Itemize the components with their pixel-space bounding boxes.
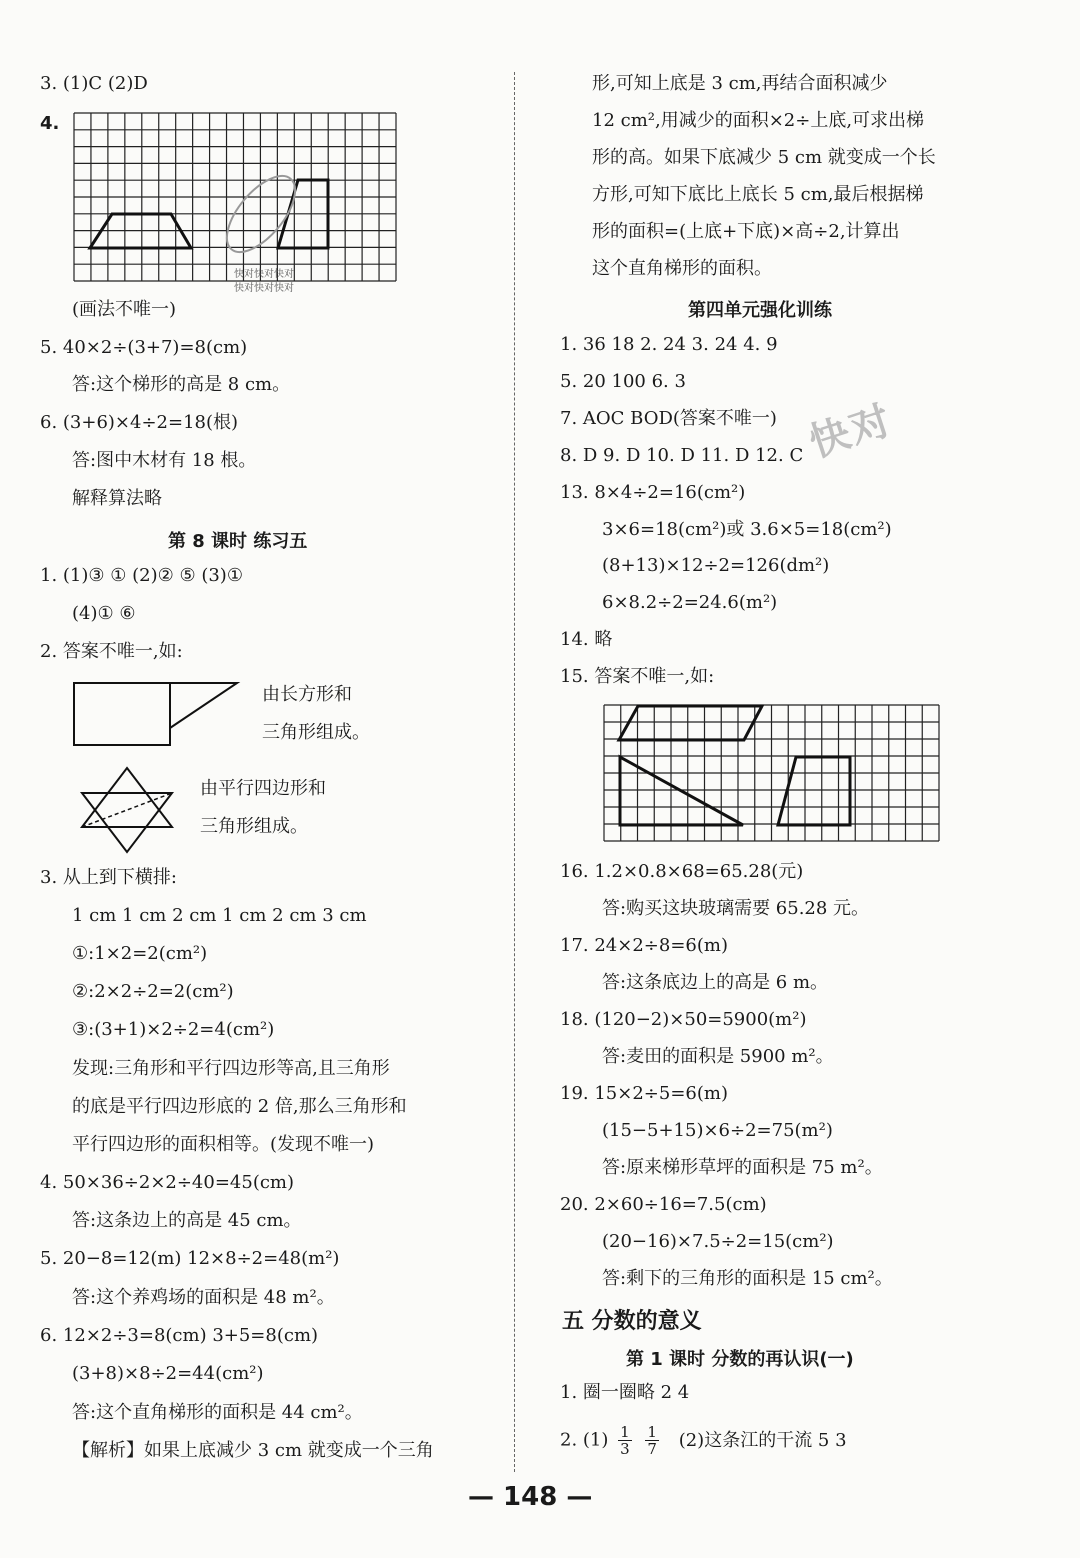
lesson-1-answer-1: 1. 圈一圈略 2 4 bbox=[560, 1382, 690, 1403]
answer-6: 6. (3+6)×4÷2=18(根) bbox=[40, 412, 239, 433]
answer-19-calc: (15−5+15)×6÷2=75(m²) bbox=[602, 1120, 833, 1141]
star-figure bbox=[72, 765, 182, 855]
analysis-line: 形的高。如果下底减少 5 cm 就变成一个长 bbox=[592, 147, 936, 168]
fraction-one-third bbox=[618, 1424, 632, 1457]
answer-5: 5. 40×2÷(3+7)=8(cm) bbox=[40, 337, 248, 358]
exercise-6-calc: (3+8)×8÷2=44(cm²) bbox=[72, 1363, 264, 1384]
answer-18: 18. (120−2)×50=5900(m²) bbox=[560, 1009, 807, 1030]
rect-triangle-figure bbox=[72, 680, 242, 750]
fraction-denominator: 3 bbox=[620, 1440, 630, 1458]
page-number: — 148 — bbox=[468, 1482, 593, 1512]
answer-20: 20. 2×60÷16=7.5(cm) bbox=[560, 1194, 767, 1215]
watermark-text: 快对快对快对 bbox=[234, 283, 294, 294]
fraction-numerator: 1 bbox=[620, 1423, 630, 1441]
answers-1-4: 1. 36 18 2. 24 3. 24 4. 9 bbox=[560, 334, 778, 355]
parallelogram-shape bbox=[619, 706, 762, 740]
answer-13-calc: 6×8.2÷2=24.6(m²) bbox=[602, 592, 778, 613]
grid-figure-15 bbox=[603, 704, 941, 844]
answer-17: 17. 24×2÷8=6(m) bbox=[560, 935, 728, 956]
watermark-text: 快对快对快对 bbox=[234, 269, 294, 280]
answer-19: 19. 15×2÷5=6(m) bbox=[560, 1083, 728, 1104]
figure-caption: 由长方形和 bbox=[262, 684, 352, 705]
analysis-line: 形,可知上底是 3 cm,再结合面积减少 bbox=[592, 73, 888, 94]
exercise-5-reply: 答:这个养鸡场的面积是 48 m²。 bbox=[72, 1287, 335, 1308]
analysis-line: 12 cm²,用减少的面积×2÷上底,可求出梯 bbox=[592, 110, 925, 131]
exercise-3-calc2: ②:2×2÷2=2(cm²) bbox=[72, 981, 234, 1002]
answer-4-label: 4. bbox=[40, 113, 60, 134]
exercise-3-finding: 平行四边形的面积相等。(发现不唯一) bbox=[72, 1134, 375, 1155]
answer-19-reply: 答:原来梯形草坪的面积是 75 m²。 bbox=[602, 1157, 883, 1178]
lesson-1-answer-2 bbox=[560, 1424, 847, 1460]
analysis-line: 这个直角梯形的面积。 bbox=[592, 258, 772, 279]
unit-4-heading: 第四单元强化训练 bbox=[688, 300, 832, 321]
exercise-6-reply: 答:这个直角梯形的面积是 44 cm²。 bbox=[72, 1402, 363, 1423]
right-triangle-shape bbox=[620, 757, 743, 825]
answer-6-note: 解释算法略 bbox=[72, 488, 162, 509]
exercise-2: 2. 答案不唯一,如: bbox=[40, 641, 183, 662]
column-divider bbox=[514, 72, 515, 1472]
figure-caption: 三角形组成。 bbox=[262, 722, 370, 743]
answers-8-12: 8. D 9. D 10. D 11. D 12. C bbox=[560, 445, 804, 466]
answer-18-reply: 答:麦田的面积是 5900 m²。 bbox=[602, 1046, 834, 1067]
answer-14: 14. 略 bbox=[560, 629, 613, 650]
lesson-8-heading: 第 8 课时 练习五 bbox=[168, 531, 308, 552]
exercise-1: 1. (1)③ ① (2)② ⑤ (3)① bbox=[40, 565, 243, 586]
analysis-line: 方形,可知下底比上底长 5 cm,最后根据梯 bbox=[592, 184, 924, 205]
answer-20-reply: 答:剩下的三角形的面积是 15 cm²。 bbox=[602, 1268, 893, 1289]
chapter-5-heading: 五 分数的意义 bbox=[562, 1309, 702, 1334]
exercise-5: 5. 20−8=12(m) 12×8÷2=48(m²) bbox=[40, 1248, 340, 1269]
figure-caption: 由平行四边形和 bbox=[200, 778, 326, 799]
answer-3: 3. (1)C (2)D bbox=[40, 73, 148, 94]
answer-7: 7. AOC BOD(答案不唯一) bbox=[560, 408, 777, 429]
fraction-one-seventh bbox=[645, 1424, 659, 1457]
figure-caption: 三角形组成。 bbox=[200, 816, 308, 837]
answer-17-reply: 答:这条底边上的高是 6 m。 bbox=[602, 972, 829, 993]
answer-13-calc: (8+13)×12÷2=126(dm²) bbox=[602, 555, 830, 576]
fraction-denominator: 7 bbox=[647, 1440, 657, 1458]
exercise-4: 4. 50×36÷2×2÷40=45(cm) bbox=[40, 1172, 295, 1193]
answer-13: 13. 8×4÷2=16(cm²) bbox=[560, 482, 746, 503]
exercise-6: 6. 12×2÷3=8(cm) 3+5=8(cm) bbox=[40, 1325, 319, 1346]
answers-5-6: 5. 20 100 6. 3 bbox=[560, 371, 686, 392]
answer-5-reply: 答:这个梯形的高是 8 cm。 bbox=[72, 374, 291, 395]
analysis-line: 形的面积=(上底+下底)×高÷2,计算出 bbox=[592, 221, 900, 242]
answer-20-calc: (20−16)×7.5÷2=15(cm²) bbox=[602, 1231, 834, 1252]
answer-16: 16. 1.2×0.8×68=65.28(元) bbox=[560, 861, 804, 882]
exercise-3-finding: 的底是平行四边形底的 2 倍,那么三角形和 bbox=[72, 1096, 407, 1117]
exercise-3: 3. 从上到下横排: bbox=[40, 867, 177, 888]
answer-6-reply: 答:图中木材有 18 根。 bbox=[72, 450, 257, 471]
drawing-note: (画法不唯一) bbox=[72, 299, 177, 320]
answer-15: 15. 答案不唯一,如: bbox=[560, 666, 715, 687]
exercise-3-values: 1 cm 1 cm 2 cm 1 cm 2 cm 3 cm bbox=[72, 905, 367, 926]
exercise-3-finding: 发现:三角形和平行四边形等高,且三角形 bbox=[72, 1058, 390, 1079]
answer-16-reply: 答:购买这块玻璃需要 65.28 元。 bbox=[602, 898, 870, 919]
answer-suffix: (2)这条江的干流 5 3 bbox=[678, 1429, 847, 1451]
exercise-3-calc1: ①:1×2=2(cm²) bbox=[72, 943, 208, 964]
answer-prefix: 2. (1) bbox=[560, 1429, 609, 1451]
watermark-logo: 快对 bbox=[804, 396, 899, 467]
exercise-1-cont: (4)① ⑥ bbox=[72, 603, 136, 624]
lesson-1-heading: 第 1 课时 分数的再认识(一) bbox=[626, 1349, 854, 1370]
grid-figure-4 bbox=[73, 112, 398, 284]
exercise-3-calc3: ③:(3+1)×2÷2=4(cm²) bbox=[72, 1019, 275, 1040]
exercise-6-analysis: 【解析】如果上底减少 3 cm 就变成一个三角 bbox=[72, 1440, 434, 1461]
answer-13-calc: 3×6=18(cm²)或 3.6×5=18(cm²) bbox=[602, 519, 892, 540]
exercise-4-reply: 答:这条边上的高是 45 cm。 bbox=[72, 1210, 302, 1231]
fraction-numerator: 1 bbox=[647, 1423, 657, 1441]
